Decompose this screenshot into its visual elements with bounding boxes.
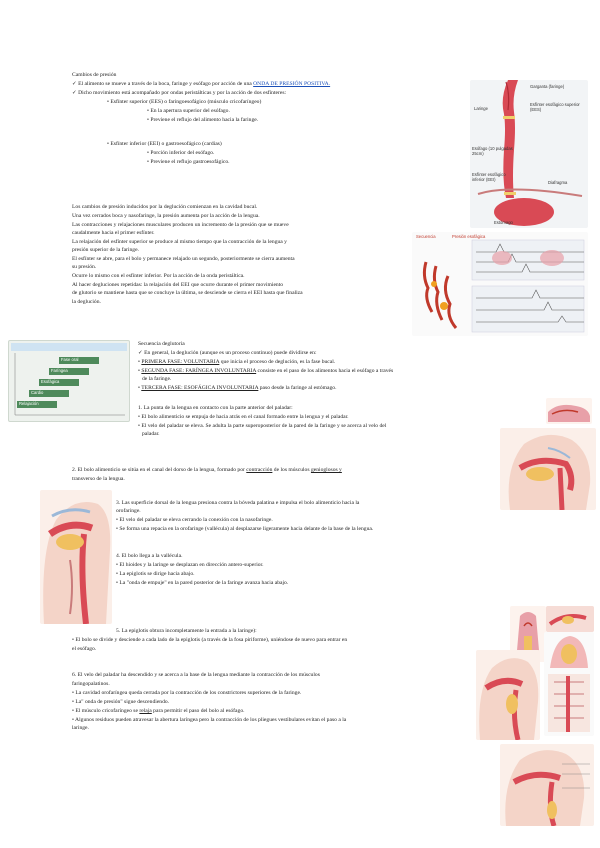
pressure-para-5b: su presión.: [72, 264, 97, 270]
fig1-label-larynx: Laringe: [474, 106, 488, 111]
step4-bullet-3: • La "onda de empuje" en la pared posterior de la faringe avanza hacia abajo.: [116, 580, 289, 586]
fig1-label-pharynx: Garganta (faringe): [530, 84, 565, 89]
sequence-intro: ✓ En general, la deglución (aunque es un proceso continuo) puede dividirse en:: [138, 350, 317, 356]
step5-bullet-1: • El bolo se divide y desciende a cada lado de la epiglotis (a través de la fosa piriforme), uniéndose de nuevo para entrar en: [72, 637, 348, 643]
fig2-tag-pressure: Presión esofágica: [452, 234, 486, 239]
step4-bullet-2: • La epiglotis se dirige hacia abajo.: [116, 571, 195, 577]
upper-sphincter-detail-1: • En la apertura superior del esófago.: [147, 108, 230, 114]
pressure-para-1: Los cambios de presión inducidos por la deglución comienzan en la cavidad bucal.: [72, 204, 258, 210]
step3-bullet-2: • Se forma una repacia en la orofaringe (vallécula) al desplazarse ligeramente hacia delante de la base de la lengua.: [116, 526, 374, 532]
pressure-para-3b: caudalmente hacia el primer esfínter.: [72, 230, 155, 236]
mouth-small-illustration: [546, 398, 592, 424]
phases-bar-4: Cardio: [31, 390, 44, 395]
head-section-figure-center: [476, 650, 540, 740]
head-section-figure-bottom: [500, 744, 594, 826]
head-section-illustration-left: [40, 490, 112, 624]
pressure-para-6: Ocurre lo mismo con el esfínter inferior. Por la acción de la onda peristáltica.: [72, 273, 245, 279]
step6-bullet-1: • La cavidad orofaríngea queda cerrada por la contracción de los constrictores superiores de la faringe.: [72, 690, 302, 696]
phases-chart-illustration: [9, 341, 129, 421]
swallow-sequence-illustration: [412, 232, 588, 336]
larynx-figure-stack: [544, 632, 594, 736]
lower-sphincter-detail-2: • Previene el reflujo gastroesofágico.: [147, 159, 230, 165]
step3-line-1: 3. Las superficie dorsal de la lengua presiona contra la bóveda palatina e impulsa el bolo alimenticio hacia la: [116, 500, 360, 506]
phase-three-line: • TERCERA FASE: ESOFÁGICA INVOLUNTARIA paso desde la faringe al estómago.: [138, 385, 337, 391]
head-section-figure-left: [40, 490, 112, 624]
step6-bullet-2: • La" onda de presión" sigue descendiendo.: [72, 699, 170, 705]
mouth-small-figure: [546, 398, 592, 424]
fig1-label-esophagus: Esófago (10 pulgadas 25cm): [472, 146, 513, 156]
fig1-label-upper-sphincter: Esfínter esofágico superior (EES): [530, 102, 580, 112]
phase-one-line: • PRIMERA FASE: VOLUNTARIA que inicia el proceso de deglución, es la fase bucal.: [138, 359, 336, 365]
pressure-para-2: Una vez cerrados boca y nasofaringe, la presión aumenta por la acción de la lengua.: [72, 213, 260, 219]
phases-bar-3: Esofágica: [41, 379, 60, 384]
step2-line-1: 2. El bolo alimenticio se sitúa en el canal del dorso de la lengua, formado por contracción de los músculos genioglosos y: [72, 467, 342, 473]
fig1-label-diaphragm: Diafragma: [548, 180, 568, 185]
positive-pressure-link[interactable]: ONDA DE PRESIÓN POSITIVA.: [253, 81, 331, 87]
pressure-para-5: El esfínter se abre, para el bolo y permanece relajado un segundo, posteriormente se cierra aumenta: [72, 256, 295, 262]
step4-bullet-1: • El hioides y la laringe se desplazan en dirección antero-superior.: [116, 562, 264, 568]
head-section-illustration-center: [476, 650, 540, 740]
lower-sphincter-item: • Esfínter inferior (EEI) o gastroesofágico (cardias): [107, 141, 222, 147]
step1-bullet-2: • El velo del paladar se eleva. Se adulta la parte superoposterior de la pared de la faringe y se acerca al velo del: [138, 423, 387, 429]
esophagus-anatomy-figure: [470, 80, 588, 228]
phases-chart-figure: [8, 340, 130, 422]
swallow-sequence-figure: [412, 232, 588, 336]
step1-bullet-1: • El bolo alimenticio se empuja de hacia atrás en el canal formado entre la lengua y el paladar.: [138, 414, 349, 420]
pressure-para-4: La relajación del esfínter superior se produce al mismo tiempo que la contracción de la lengua y: [72, 239, 287, 245]
step1-title: 1. La punta de la lengua en contacto con la parte anterior del paladar:: [138, 405, 293, 411]
step6-line-1: 6. El velo del paladar ha descendido y se acerca a la base de la lengua mediante la contracción de los músculos: [72, 672, 320, 678]
section-title-pressure: Cambios de presión: [72, 72, 117, 78]
upper-sphincter-detail-2: • Previene el reflujo del alimento hacia la faringe.: [147, 117, 259, 123]
step5-bullet-1-cont: el esófago.: [72, 646, 97, 652]
phase-two-line: • SEGUNDA FASE: FARÍNGEA INVOLUNTARIA consiste en el paso de los alimentos hacia el esófago a través: [138, 368, 394, 374]
head-section-illustration-right: [500, 428, 596, 510]
step3-bullet-1: • El velo del paladar se eleva cerrando la conexión con la nasofaringe.: [116, 517, 273, 523]
phases-bar-1: Fase oral: [61, 357, 79, 362]
step5-title: 5. La epiglotis obtura incompletamente la entrada a la laringe):: [116, 628, 257, 634]
fig1-label-stomach: Estómago: [494, 220, 513, 225]
step3-line-2: orofaringe.: [116, 508, 141, 514]
pressure-para-4b: presión superior de la faringe.: [72, 247, 139, 253]
pharynx-small-illustration: [546, 606, 594, 632]
sequence-title: Secuencia deglutoria: [138, 341, 185, 347]
phase-two-line-cont: de la faringe.: [142, 376, 172, 382]
phases-bar-5: Relajación: [19, 401, 39, 406]
phases-bar-2: Faríngea: [51, 368, 68, 373]
larynx-illustration-stack: [544, 632, 594, 736]
upper-sphincter-item: • Esfínter superior (EES) o faringoesofágico (músculo cricofaríngeo): [107, 99, 262, 105]
head-section-figure-right: [500, 428, 596, 510]
pressure-para-7b: de glutorio se mantiene hasta que se concluye la última, se desciende se cierra el EEI hasta que finaliza: [72, 290, 303, 296]
head-section-illustration-bottom: [500, 744, 594, 826]
step6-bullet-3: • El músculo cricofaríngeo se relaja para permitir el paso del bolo al esófago.: [72, 708, 245, 714]
pressure-para-7: Al hacer degluciones repetidas: la relajación del EEI que ocurre durante el primer movimiento: [72, 282, 284, 288]
fig2-tag-sequence: Secuencia: [416, 234, 436, 239]
step6-bullet-4-cont: laringe.: [72, 725, 89, 731]
step2-line-2: transverso de la lengua.: [72, 476, 125, 482]
pharynx-small-figure: [546, 606, 594, 632]
lower-sphincter-detail-1: • Porción inferior del esófago.: [147, 150, 215, 156]
step6-line-2: faringopalatinos.: [72, 681, 110, 687]
pressure-line-2: ✓ Dicho movimiento está acompañado por ondas peristálticas y por la acción de dos esfínteres:: [72, 90, 287, 96]
step4-title: 4. El bolo llega a la vallécula.: [116, 553, 183, 559]
step6-bullet-4: • Algunos residuos pueden atravesar la abertura laríngea pero la contracción de los pliegues vestibulares evitan el paso a la: [72, 717, 347, 723]
pressure-line-1: ✓ El alimento se mueve a través de la boca, faringe y esófago por acción de una ONDA DE PRESIÓN POSITIVA.: [72, 81, 331, 87]
step1-bullet-2-cont: paladar.: [142, 431, 160, 437]
fig1-label-lower-sphincter: Esfínter esofágico inferior (EEI): [472, 172, 506, 182]
pressure-para-3: Las contracciones y relajaciones musculares producen un incremento de la presión que se mueve: [72, 222, 289, 228]
pressure-para-7c: la deglución.: [72, 299, 101, 305]
